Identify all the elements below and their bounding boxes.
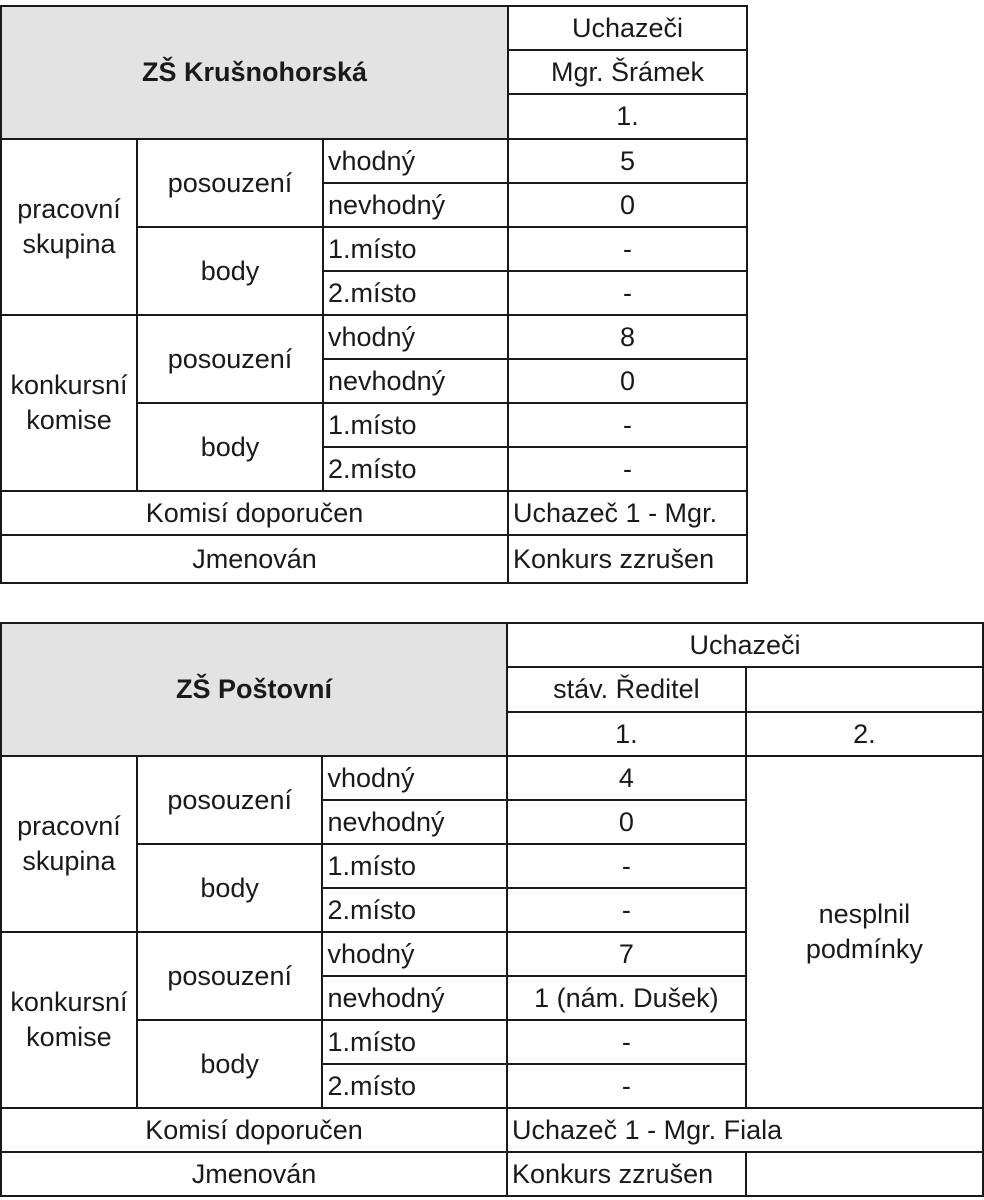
row-label: 2.místo bbox=[322, 1064, 507, 1108]
group-label-line2: komise bbox=[26, 405, 112, 435]
group-label-line1: konkursní bbox=[10, 986, 128, 1017]
row-label: 2.místo bbox=[323, 271, 508, 315]
row-label: nevhodný bbox=[323, 359, 508, 403]
candidates-header: Uchazeči bbox=[508, 6, 747, 50]
group-label-line1: pracovní bbox=[17, 810, 121, 841]
points-label: body bbox=[137, 1020, 323, 1108]
cell-value: - bbox=[508, 271, 747, 315]
cell-value: - bbox=[507, 888, 746, 932]
row-label: 2.místo bbox=[323, 447, 508, 491]
cell-value: - bbox=[508, 403, 747, 447]
group-label-line2: skupina bbox=[22, 846, 116, 876]
group-label-line2: skupina bbox=[22, 229, 116, 259]
row-label: nevhodný bbox=[322, 800, 507, 844]
row-label: 1.místo bbox=[323, 227, 508, 271]
cell-value: 5 bbox=[508, 139, 747, 183]
points-label: body bbox=[137, 844, 323, 932]
cell-value: 0 bbox=[508, 359, 747, 403]
candidate2-note bbox=[746, 756, 983, 1108]
cell-value: - bbox=[507, 844, 746, 888]
cell-value: - bbox=[508, 227, 747, 271]
candidate-name: Mgr. Šrámek bbox=[508, 50, 747, 94]
cell-value: - bbox=[507, 1020, 746, 1064]
points-label: body bbox=[137, 227, 323, 315]
row-label: 2.místo bbox=[322, 888, 507, 932]
candidates-header: Uchazeči bbox=[507, 623, 983, 667]
candidate-number: 2. bbox=[746, 712, 983, 756]
candidate-number: 1. bbox=[508, 94, 747, 139]
recommended-value: Uchazeč 1 - Mgr. Fiala bbox=[507, 1108, 983, 1152]
cell-value: - bbox=[508, 447, 747, 491]
appointed-label: Jmenován bbox=[1, 535, 508, 583]
cell-value: 8 bbox=[508, 315, 747, 359]
group-label bbox=[1, 932, 137, 1108]
group-label-line1: pracovní bbox=[17, 193, 121, 224]
assessment-label: posouzení bbox=[137, 315, 323, 403]
appointed-value: Konkurs zzrušen bbox=[507, 1152, 746, 1196]
assessment-label: posouzení bbox=[137, 756, 323, 844]
assessment-label: posouzení bbox=[137, 932, 323, 1020]
empty-cell bbox=[746, 1152, 983, 1196]
group-label-line2: komise bbox=[26, 1022, 112, 1052]
recommended-label: Komisí doporučen bbox=[1, 1108, 507, 1152]
candidate-name: stáv. Ředitel bbox=[507, 667, 746, 712]
row-label: 1.místo bbox=[322, 844, 507, 888]
recommended-value: Uchazeč 1 - Mgr. bbox=[508, 491, 747, 535]
cell-value: 0 bbox=[508, 183, 747, 227]
cell-value: 0 bbox=[507, 800, 746, 844]
row-label: nevhodný bbox=[322, 976, 507, 1020]
group-label bbox=[1, 756, 137, 932]
row-label: vhodný bbox=[322, 932, 507, 976]
row-label: nevhodný bbox=[323, 183, 508, 227]
cell-value: 1 (nám. Dušek) bbox=[507, 976, 746, 1020]
row-label: 1.místo bbox=[322, 1020, 507, 1064]
school-name-header: ZŠ Poštovní bbox=[1, 623, 507, 756]
assessment-label: posouzení bbox=[137, 139, 323, 227]
school-name-header: ZŠ Krušnohorská bbox=[1, 6, 508, 139]
cell-value: 4 bbox=[507, 756, 746, 800]
appointed-label: Jmenován bbox=[1, 1152, 507, 1196]
recommended-label: Komisí doporučen bbox=[1, 491, 508, 535]
appointed-value: Konkurs zzrušen bbox=[508, 535, 747, 583]
candidate2-note-line1: nesplnil bbox=[818, 898, 911, 929]
row-label: vhodný bbox=[323, 139, 508, 183]
cell-value: - bbox=[507, 1064, 746, 1108]
group-label-line1: konkursní bbox=[10, 369, 128, 400]
group-label bbox=[1, 139, 137, 315]
table-zs-krusnohorska bbox=[0, 5, 748, 584]
row-label: vhodný bbox=[323, 315, 508, 359]
row-label: vhodný bbox=[322, 756, 507, 800]
candidate-number: 1. bbox=[507, 712, 746, 756]
points-label: body bbox=[137, 403, 323, 491]
candidate-name bbox=[746, 667, 983, 712]
group-label bbox=[1, 315, 137, 491]
candidate2-note-line2: podmínky bbox=[805, 934, 923, 964]
cell-value: 7 bbox=[507, 932, 746, 976]
row-label: 1.místo bbox=[323, 403, 508, 447]
table-zs-postovni bbox=[0, 622, 984, 1197]
